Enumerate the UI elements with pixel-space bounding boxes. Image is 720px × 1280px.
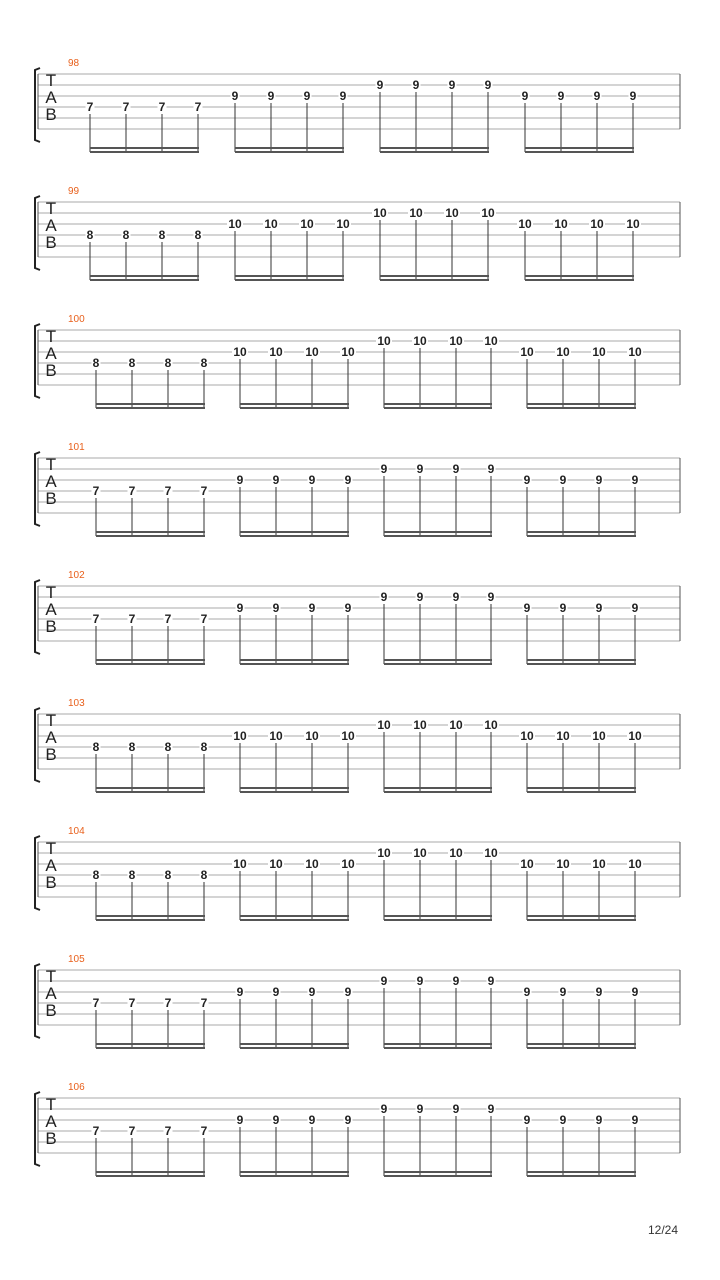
beam — [96, 791, 205, 793]
beam — [527, 535, 636, 537]
beam — [96, 659, 205, 661]
beam — [240, 1047, 349, 1049]
tab-system — [0, 1082, 720, 1200]
fret-number: 10 — [520, 857, 534, 871]
fret-number: 9 — [308, 1113, 316, 1127]
beam — [527, 919, 636, 921]
beam — [240, 535, 349, 537]
fret-number: 8 — [128, 356, 136, 370]
beam — [380, 147, 489, 149]
beam — [240, 787, 349, 789]
fret-number: 7 — [128, 612, 136, 626]
fret-number: 10 — [520, 729, 534, 743]
tab-staff — [0, 448, 720, 560]
beam — [527, 1043, 636, 1045]
measure-number: 101 — [68, 442, 85, 453]
beam — [96, 1171, 205, 1173]
beam — [240, 531, 349, 533]
tab-system — [0, 826, 720, 944]
fret-number: 9 — [308, 601, 316, 615]
fret-number: 9 — [272, 473, 280, 487]
measure-number: 105 — [68, 954, 85, 965]
fret-number: 9 — [487, 590, 495, 604]
fret-number: 7 — [200, 612, 208, 626]
fret-number: 10 — [556, 857, 570, 871]
fret-number: 7 — [164, 612, 172, 626]
measure-number: 102 — [68, 570, 85, 581]
page-number: 12/24 — [647, 1223, 678, 1237]
beam — [527, 791, 636, 793]
fret-number: 9 — [380, 974, 388, 988]
tab-clef-letter: A — [45, 856, 57, 875]
beam — [525, 279, 634, 281]
fret-number: 7 — [92, 484, 100, 498]
fret-number: 10 — [556, 729, 570, 743]
fret-number: 8 — [164, 868, 172, 882]
fret-number: 9 — [344, 601, 352, 615]
tab-clef-letter: A — [45, 1112, 57, 1131]
fret-number: 9 — [380, 462, 388, 476]
fret-number: 10 — [592, 857, 606, 871]
fret-number: 10 — [413, 846, 427, 860]
tab-clef-letter: T — [45, 967, 57, 986]
fret-number: 8 — [194, 228, 202, 242]
beam — [527, 531, 636, 533]
beam — [384, 787, 492, 789]
fret-number: 10 — [336, 217, 350, 231]
fret-number: 7 — [164, 1124, 172, 1138]
beam — [96, 531, 205, 533]
fret-number: 9 — [595, 1113, 603, 1127]
tab-staff — [0, 576, 720, 688]
fret-number: 9 — [339, 89, 347, 103]
beam — [240, 1043, 349, 1045]
beam — [96, 1175, 205, 1177]
fret-number: 7 — [128, 1124, 136, 1138]
tab-clef-letter: B — [45, 489, 57, 508]
tab-clef-letter: B — [45, 1001, 57, 1020]
fret-number: 10 — [413, 334, 427, 348]
fret-number: 10 — [377, 846, 391, 860]
beam — [525, 151, 634, 153]
tab-clef-letter: A — [45, 216, 57, 235]
beam — [240, 407, 349, 409]
fret-number: 10 — [626, 217, 640, 231]
fret-number: 7 — [200, 996, 208, 1010]
fret-number: 9 — [595, 601, 603, 615]
fret-number: 10 — [233, 857, 247, 871]
fret-number: 7 — [164, 996, 172, 1010]
fret-number: 7 — [86, 100, 94, 114]
fret-number: 10 — [305, 857, 319, 871]
beam — [240, 1175, 349, 1177]
fret-number: 10 — [449, 718, 463, 732]
tab-clef-letter: B — [45, 233, 57, 252]
beam — [384, 531, 492, 533]
tab-staff — [0, 832, 720, 944]
fret-number: 9 — [236, 1113, 244, 1127]
beam — [527, 663, 636, 665]
tab-clef-letter: T — [45, 839, 57, 858]
tab-staff — [0, 64, 720, 176]
beam — [240, 919, 349, 921]
fret-number: 9 — [452, 1102, 460, 1116]
fret-number: 10 — [377, 334, 391, 348]
fret-number: 9 — [416, 1102, 424, 1116]
fret-number: 9 — [631, 473, 639, 487]
fret-number: 8 — [164, 356, 172, 370]
fret-number: 10 — [556, 345, 570, 359]
measure-number: 106 — [68, 1082, 85, 1093]
fret-number: 10 — [628, 857, 642, 871]
tab-staff — [0, 1088, 720, 1200]
fret-number: 9 — [236, 601, 244, 615]
beam — [235, 151, 344, 153]
tab-system — [0, 698, 720, 816]
beam — [380, 151, 489, 153]
beam — [96, 1043, 205, 1045]
beam — [527, 1047, 636, 1049]
beam — [96, 787, 205, 789]
fret-number: 10 — [341, 729, 355, 743]
fret-number: 10 — [300, 217, 314, 231]
fret-number: 10 — [628, 729, 642, 743]
fret-number: 9 — [452, 590, 460, 604]
fret-number: 9 — [380, 590, 388, 604]
fret-number: 10 — [445, 206, 459, 220]
measure-number: 103 — [68, 698, 85, 709]
fret-number: 9 — [308, 473, 316, 487]
fret-number: 9 — [416, 462, 424, 476]
tab-clef-letter: T — [45, 327, 57, 346]
tab-clef-letter: A — [45, 984, 57, 1003]
beam — [240, 1171, 349, 1173]
beam — [96, 919, 205, 921]
fret-number: 8 — [92, 356, 100, 370]
fret-number: 9 — [452, 974, 460, 988]
fret-number: 9 — [448, 78, 456, 92]
fret-number: 8 — [158, 228, 166, 242]
tab-system — [0, 570, 720, 688]
fret-number: 10 — [628, 345, 642, 359]
beam — [384, 1047, 492, 1049]
beam — [240, 663, 349, 665]
fret-number: 7 — [92, 996, 100, 1010]
fret-number: 10 — [484, 718, 498, 732]
fret-number: 9 — [272, 601, 280, 615]
tab-clef-letter: B — [45, 1129, 57, 1148]
fret-number: 8 — [92, 868, 100, 882]
beam — [384, 1171, 492, 1173]
fret-number: 7 — [128, 996, 136, 1010]
beam — [235, 279, 344, 281]
beam — [235, 147, 344, 149]
fret-number: 9 — [595, 985, 603, 999]
tab-system — [0, 954, 720, 1072]
fret-number: 9 — [272, 1113, 280, 1127]
fret-number: 8 — [200, 868, 208, 882]
fret-number: 8 — [164, 740, 172, 754]
tab-clef-letter: B — [45, 617, 57, 636]
tab-staff — [0, 960, 720, 1072]
fret-number: 9 — [267, 89, 275, 103]
fret-number: 9 — [303, 89, 311, 103]
beam — [90, 279, 199, 281]
beam — [384, 915, 492, 917]
fret-number: 10 — [484, 334, 498, 348]
fret-number: 9 — [487, 1102, 495, 1116]
tab-clef-letter: A — [45, 472, 57, 491]
tab-clef-letter: T — [45, 583, 57, 602]
fret-number: 10 — [341, 857, 355, 871]
fret-number: 9 — [344, 473, 352, 487]
fret-number: 10 — [373, 206, 387, 220]
beam — [90, 275, 199, 277]
fret-number: 9 — [308, 985, 316, 999]
tab-system — [0, 186, 720, 304]
tab-system — [0, 442, 720, 560]
fret-number: 10 — [305, 345, 319, 359]
fret-number: 7 — [92, 612, 100, 626]
fret-number: 10 — [590, 217, 604, 231]
fret-number: 10 — [592, 729, 606, 743]
beam — [240, 915, 349, 917]
beam — [96, 915, 205, 917]
beam — [527, 787, 636, 789]
fret-number: 8 — [200, 740, 208, 754]
beam — [96, 535, 205, 537]
tab-system — [0, 58, 720, 176]
fret-number: 9 — [344, 1113, 352, 1127]
beam — [90, 151, 199, 153]
fret-number: 9 — [557, 89, 565, 103]
beam — [90, 147, 199, 149]
fret-number: 9 — [559, 1113, 567, 1127]
fret-number: 9 — [593, 89, 601, 103]
fret-number: 7 — [164, 484, 172, 498]
fret-number: 9 — [236, 985, 244, 999]
beam — [527, 659, 636, 661]
fret-number: 7 — [92, 1124, 100, 1138]
tab-clef-letter: A — [45, 88, 57, 107]
beam — [384, 403, 492, 405]
beam — [384, 1175, 492, 1177]
fret-number: 9 — [484, 78, 492, 92]
fret-number: 8 — [86, 228, 94, 242]
fret-number: 10 — [518, 217, 532, 231]
tab-clef-letter: A — [45, 344, 57, 363]
tab-clef-letter: A — [45, 600, 57, 619]
fret-number: 7 — [158, 100, 166, 114]
tab-staff — [0, 704, 720, 816]
fret-number: 10 — [449, 334, 463, 348]
fret-number: 9 — [416, 974, 424, 988]
beam — [525, 275, 634, 277]
beam — [240, 403, 349, 405]
fret-number: 8 — [128, 740, 136, 754]
beam — [525, 147, 634, 149]
fret-number: 10 — [377, 718, 391, 732]
beam — [96, 663, 205, 665]
fret-number: 10 — [269, 729, 283, 743]
fret-number: 9 — [231, 89, 239, 103]
tab-clef-letter: T — [45, 71, 57, 90]
beam — [384, 407, 492, 409]
fret-number: 9 — [376, 78, 384, 92]
fret-number: 9 — [344, 985, 352, 999]
tab-clef-letter: T — [45, 1095, 57, 1114]
beam — [527, 915, 636, 917]
fret-number: 8 — [92, 740, 100, 754]
tab-clef-letter: T — [45, 711, 57, 730]
tab-clef-letter: B — [45, 105, 57, 124]
fret-number: 9 — [559, 601, 567, 615]
fret-number: 7 — [200, 1124, 208, 1138]
fret-number: 9 — [236, 473, 244, 487]
fret-number: 10 — [409, 206, 423, 220]
fret-number: 10 — [520, 345, 534, 359]
beam — [384, 663, 492, 665]
beam — [96, 403, 205, 405]
measure-number: 104 — [68, 826, 85, 837]
tab-clef-letter: B — [45, 745, 57, 764]
fret-number: 10 — [413, 718, 427, 732]
beam — [96, 1047, 205, 1049]
fret-number: 9 — [631, 601, 639, 615]
tab-clef-letter: B — [45, 361, 57, 380]
fret-number: 8 — [122, 228, 130, 242]
beam — [384, 919, 492, 921]
measure-number: 100 — [68, 314, 85, 325]
fret-number: 9 — [416, 590, 424, 604]
fret-number: 10 — [269, 857, 283, 871]
tab-clef-letter: T — [45, 455, 57, 474]
beam — [527, 403, 636, 405]
fret-number: 7 — [128, 484, 136, 498]
tab-staff — [0, 320, 720, 432]
fret-number: 8 — [200, 356, 208, 370]
beam — [527, 1171, 636, 1173]
fret-number: 10 — [592, 345, 606, 359]
beam — [527, 1175, 636, 1177]
beam — [380, 279, 489, 281]
fret-number: 9 — [595, 473, 603, 487]
beam — [96, 407, 205, 409]
beam — [384, 1043, 492, 1045]
fret-number: 9 — [523, 601, 531, 615]
fret-number: 9 — [631, 985, 639, 999]
fret-number: 9 — [521, 89, 529, 103]
fret-number: 10 — [233, 345, 247, 359]
fret-number: 9 — [523, 473, 531, 487]
fret-number: 7 — [200, 484, 208, 498]
fret-number: 9 — [272, 985, 280, 999]
tab-clef-letter: A — [45, 728, 57, 747]
fret-number: 10 — [554, 217, 568, 231]
fret-number: 9 — [559, 473, 567, 487]
fret-number: 10 — [484, 846, 498, 860]
fret-number: 10 — [264, 217, 278, 231]
beam — [235, 275, 344, 277]
tab-clef-letter: T — [45, 199, 57, 218]
beam — [527, 407, 636, 409]
fret-number: 10 — [233, 729, 247, 743]
fret-number: 9 — [380, 1102, 388, 1116]
beam — [380, 275, 489, 277]
beam — [384, 791, 492, 793]
fret-number: 9 — [487, 462, 495, 476]
fret-number: 7 — [194, 100, 202, 114]
fret-number: 10 — [341, 345, 355, 359]
fret-number: 10 — [449, 846, 463, 860]
beam — [240, 791, 349, 793]
fret-number: 9 — [523, 1113, 531, 1127]
fret-number: 9 — [559, 985, 567, 999]
beam — [240, 659, 349, 661]
fret-number: 7 — [122, 100, 130, 114]
tab-clef-letter: B — [45, 873, 57, 892]
fret-number: 9 — [523, 985, 531, 999]
measure-number: 98 — [68, 58, 80, 69]
tab-staff — [0, 192, 720, 304]
beam — [384, 659, 492, 661]
fret-number: 9 — [452, 462, 460, 476]
fret-number: 10 — [481, 206, 495, 220]
measure-number: 99 — [68, 186, 80, 197]
fret-number: 8 — [128, 868, 136, 882]
fret-number: 10 — [305, 729, 319, 743]
fret-number: 9 — [631, 1113, 639, 1127]
beam — [384, 535, 492, 537]
fret-number: 9 — [629, 89, 637, 103]
tab-system — [0, 314, 720, 432]
fret-number: 9 — [487, 974, 495, 988]
fret-number: 10 — [228, 217, 242, 231]
fret-number: 9 — [412, 78, 420, 92]
fret-number: 10 — [269, 345, 283, 359]
